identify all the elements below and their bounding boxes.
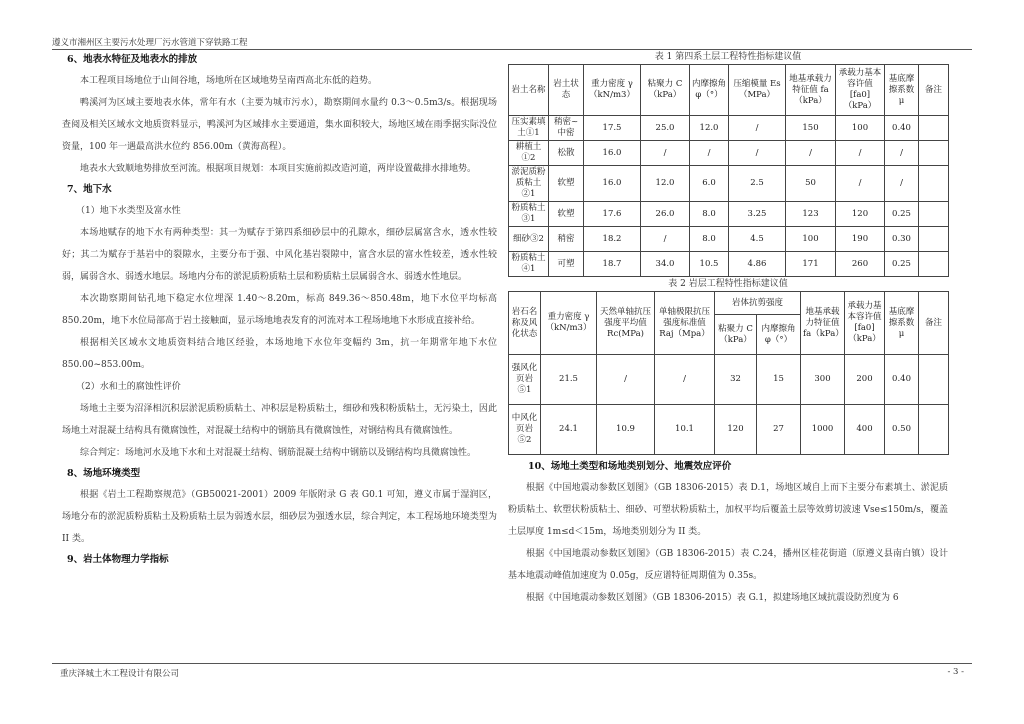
table-cell: 17.6: [584, 202, 641, 227]
table-cell: 6.0: [690, 166, 729, 202]
paragraph: 根据相关区域水文地质资料结合地区经验，本场地地下水位年变幅约 3m，抗一年期常年地下水位 850.00~853.00m。: [62, 338, 497, 370]
table-1-body: [509, 116, 949, 277]
paragraph: 根据《中国地震动参数区划图》（GB 18306-2015）表 G.1，拟建场地区域抗震设防烈度为 6: [526, 593, 899, 603]
table-header-cell: 备注: [919, 292, 949, 355]
paragraph: 根据《岩土工程勘察规范》（GB50021-2001）2009 年版附录 G 表 G0.1 可知，遵义市属于湿润区，场地分布的淤泥质粉质粘土及粉质粘土层为弱透水层，细砂层为强透水层，综合判定，本工程场地环境类型为 II 类。: [62, 490, 497, 544]
table-row: [509, 405, 949, 455]
table-cell: 0.40: [885, 355, 919, 405]
table-cell: /: [885, 141, 919, 166]
table-row: [509, 202, 949, 227]
table-cell: 120: [715, 405, 757, 455]
table-cell: 25.0: [641, 116, 690, 141]
table-header-cell: 岩石名称及风化状态: [509, 292, 541, 355]
table-row: [509, 116, 949, 141]
table-cell: 稍密~中密: [549, 116, 584, 141]
table-cell: 0.25: [885, 202, 919, 227]
paragraph: 场地土主要为沼泽相沉积层淤泥质粉质粘土、冲积层是粉质粘土，细砂和残积粉质粘土，无污染土，因此场地土对混凝土结构具有微腐蚀性，对混凝土结构中的钢筋具有微腐蚀性，对钢结构具有微腐蚀性。: [62, 404, 497, 436]
table-cell: 10.1: [655, 405, 715, 455]
subsection-7-1-title: （1）地下水类型及富水性: [76, 206, 181, 216]
table-cell: 16.0: [584, 141, 641, 166]
table-header-cell: 岩土状态: [549, 65, 584, 116]
left-column: [62, 50, 497, 570]
table-cell: 压实素填土①1: [509, 116, 549, 141]
page-header: 遵义市湘州区主要污水处理厂污水管道下穿铁路工程: [52, 38, 248, 48]
table-row: [509, 355, 949, 405]
table-cell: [919, 202, 949, 227]
table-cell: [919, 116, 949, 141]
table-cell: 18.2: [584, 227, 641, 252]
table-header-cell: 地基承载力特征值 fa（kPa）: [786, 65, 836, 116]
table-cell: 3.25: [729, 202, 786, 227]
table-cell: /: [729, 116, 786, 141]
table-header-cell: 粘聚力 C（kPa）: [641, 65, 690, 116]
table-cell: 4.5: [729, 227, 786, 252]
paragraph: 鸭溪河为区域主要地表水体，常年有水（主要为城市污水），勘察期间水量约 0.3～0.5m3/s。根据现场查阅及相关区域水文地质资料显示，鸭溪河为区域排水主要通道，集水面积较大，场地区域在雨季据实际没位资量，100 年一遇最高洪水位约 856.00m（黄海高程）。: [62, 98, 497, 152]
table-cell: 2.5: [729, 166, 786, 202]
table-cell: [919, 141, 949, 166]
table-cell: 粉质粘土③1: [509, 202, 549, 227]
table-header-cell: 承载力基本容许值 [fa0]（kPa）: [836, 65, 885, 116]
table-cell: /: [655, 355, 715, 405]
table-cell: 中风化页岩⑤2: [509, 405, 541, 455]
section-6-title: 6、地表水特征及地表水的排放: [67, 54, 198, 65]
table-cell: /: [729, 141, 786, 166]
rock-properties-table: [508, 291, 949, 455]
table-cell: /: [885, 166, 919, 202]
table-cell: 32: [715, 355, 757, 405]
table-cell: 0.25: [885, 252, 919, 277]
footer-company: 重庆泽城土木工程设计有限公司: [60, 669, 180, 679]
paragraph: 根据《中国地震动参数区划图》（GB 18306-2015）表 D.1，场地区域自上而下主要分布素填土、淤泥质粉质粘土、软塑状粉质粘土、细砂、可塑状粉质粘土，加权平均后覆盖土层等效剪切波速 Vse≤150m/s，覆盖土层厚度 1m≤d＜15m，场地类别划分为 II 类。: [508, 483, 948, 537]
table-2-caption: 表 2 岩层工程特性指标建议值: [668, 279, 788, 289]
table-cell: 0.40: [885, 116, 919, 141]
table-cell: 100: [786, 227, 836, 252]
subsection-7-2-title: （2）水和土的腐蚀性评价: [76, 382, 181, 392]
table-cell: 10.9: [597, 405, 655, 455]
paragraph: 综合判定：场地河水及地下水和土对混凝土结构、钢筋混凝土结构中钢筋以及钢结构均具微腐蚀性。: [80, 448, 477, 458]
table-cell: /: [690, 141, 729, 166]
table-1-caption: 表 1 第四系土层工程特性指标建议值: [654, 52, 802, 62]
table-cell: 8.0: [690, 227, 729, 252]
table-cell: 松散: [549, 141, 584, 166]
table-row: [509, 166, 949, 202]
table-cell: [919, 252, 949, 277]
table-cell: /: [786, 141, 836, 166]
soil-properties-table: [508, 64, 949, 277]
table-header-cell: 单轴极限抗压强度标准值 Raj（Mpa）: [655, 292, 715, 355]
table-header-cell: 基底摩擦系数 μ: [885, 65, 919, 116]
table-cell: 10.5: [690, 252, 729, 277]
table-cell: 16.0: [584, 166, 641, 202]
table-cell: 34.0: [641, 252, 690, 277]
table-cell: 4.86: [729, 252, 786, 277]
table-cell: 26.0: [641, 202, 690, 227]
table-header-cell: 重力密度 γ（kN/m3）: [584, 65, 641, 116]
table-header-cell: 内摩擦角 φ（°）: [757, 315, 801, 355]
table-cell: 400: [845, 405, 885, 455]
table-header-cell: 天然单轴抗压强度平均值 Rc(MPa): [597, 292, 655, 355]
table-header-cell: 岩土名称: [509, 65, 549, 116]
table-row: [509, 227, 949, 252]
table-cell: 12.0: [641, 166, 690, 202]
table-header-cell: 承载力基本容许值 [fa0]（kPa）: [845, 292, 885, 355]
paragraph: 根据《中国地震动参数区划图》（GB 18306-2015）表 C.24，播州区桂花街道（原遵义县南白镇）设计基本地震动峰值加速度为 0.05g，反应谱特征周期值为 0.35s。: [508, 549, 948, 581]
table-cell: 淤泥质粉质粘土②1: [509, 166, 549, 202]
table-cell: 171: [786, 252, 836, 277]
table-cell: 软塑: [549, 166, 584, 202]
paragraph: 本次勘察期间钻孔地下稳定水位埋深 1.40～8.20m，标高 849.36～850.48m，地下水位平均标高 850.20m，地下水位局部高于岩土接触面，显示场地地表发育的河流对本工程场地地下水形成直接补给。: [62, 294, 497, 326]
table-cell: 17.5: [584, 116, 641, 141]
table-cell: 21.5: [541, 355, 597, 405]
table-cell: [919, 405, 949, 455]
table-cell: 细砂③2: [509, 227, 549, 252]
table-2-body: [509, 355, 949, 455]
table-row: [509, 252, 949, 277]
section-8-title: 8、场地环境类型: [67, 468, 141, 479]
table-cell: 12.0: [690, 116, 729, 141]
section-10-title: 10、场地土类型和场地类别划分、地震效应评价: [528, 461, 732, 472]
table-cell: [919, 355, 949, 405]
table-cell: 强风化页岩⑤1: [509, 355, 541, 405]
right-column: [508, 50, 948, 609]
table-cell: /: [597, 355, 655, 405]
table-cell: 190: [836, 227, 885, 252]
table-cell: /: [836, 166, 885, 202]
table-header-cell: 地基承载力特征值 fa（kPa）: [801, 292, 845, 355]
table-cell: 0.30: [885, 227, 919, 252]
table-cell: 200: [845, 355, 885, 405]
table-cell: 123: [786, 202, 836, 227]
table-cell: 150: [786, 116, 836, 141]
table-header-cell: 备注: [919, 65, 949, 116]
footer-rule: [52, 663, 972, 664]
table-cell: 1000: [801, 405, 845, 455]
table-header-cell: 重力密度 γ（kN/m3）: [541, 292, 597, 355]
table-cell: 8.0: [690, 202, 729, 227]
table-cell: 可塑: [549, 252, 584, 277]
table-header-cell: 内摩擦角 φ（°）: [690, 65, 729, 116]
table-cell: 260: [836, 252, 885, 277]
table-cell: 100: [836, 116, 885, 141]
table-cell: [919, 227, 949, 252]
table-cell: 15: [757, 355, 801, 405]
table-header-cell: 粘聚力 C（kPa）: [715, 315, 757, 355]
page-number: - 3 -: [947, 667, 964, 677]
paragraph: 本场地赋存的地下水有两种类型：其一为赋存于第四系细砂层中的孔隙水，细砂层属富含水，透水性较好；其二为赋存于基岩中的裂隙水，主要分布于强、中风化基岩裂隙中，富含水层的富水性较差，透水性较弱，属弱含水、弱透水地层。场地内分布的淤泥质粉质粘土层和粉质粘土层属弱含水、弱透水性地层。: [62, 228, 497, 282]
table-cell: 300: [801, 355, 845, 405]
table-cell: /: [641, 227, 690, 252]
table-cell: 27: [757, 405, 801, 455]
table-cell: 24.1: [541, 405, 597, 455]
table-cell: 粉质粘土④1: [509, 252, 549, 277]
table-cell: 0.50: [885, 405, 919, 455]
table-cell: 50: [786, 166, 836, 202]
table-header-group: 岩体抗剪强度: [715, 292, 801, 315]
table-cell: /: [836, 141, 885, 166]
table-cell: 耕植土①2: [509, 141, 549, 166]
table-cell: 稍密: [549, 227, 584, 252]
table-header-cell: 压缩模量 Es（MPa）: [729, 65, 786, 116]
table-cell: /: [641, 141, 690, 166]
table-row: [509, 141, 949, 166]
table-cell: 120: [836, 202, 885, 227]
section-9-title: 9、岩土体物理力学指标: [67, 554, 169, 565]
table-cell: 软塑: [549, 202, 584, 227]
table-cell: [919, 166, 949, 202]
table-cell: 18.7: [584, 252, 641, 277]
paragraph: 地表水大致顺地势排放至河流。根据项目规划：本项目实施前拟改造河道，两岸设置截排水排地势。: [80, 164, 477, 174]
section-7-title: 7、地下水: [67, 184, 112, 195]
paragraph: 本工程项目场地位于山间谷地，场地所在区域地势呈南西高北东低的趋势。: [80, 76, 378, 86]
table-header-cell: 基底摩擦系数 μ: [885, 292, 919, 355]
